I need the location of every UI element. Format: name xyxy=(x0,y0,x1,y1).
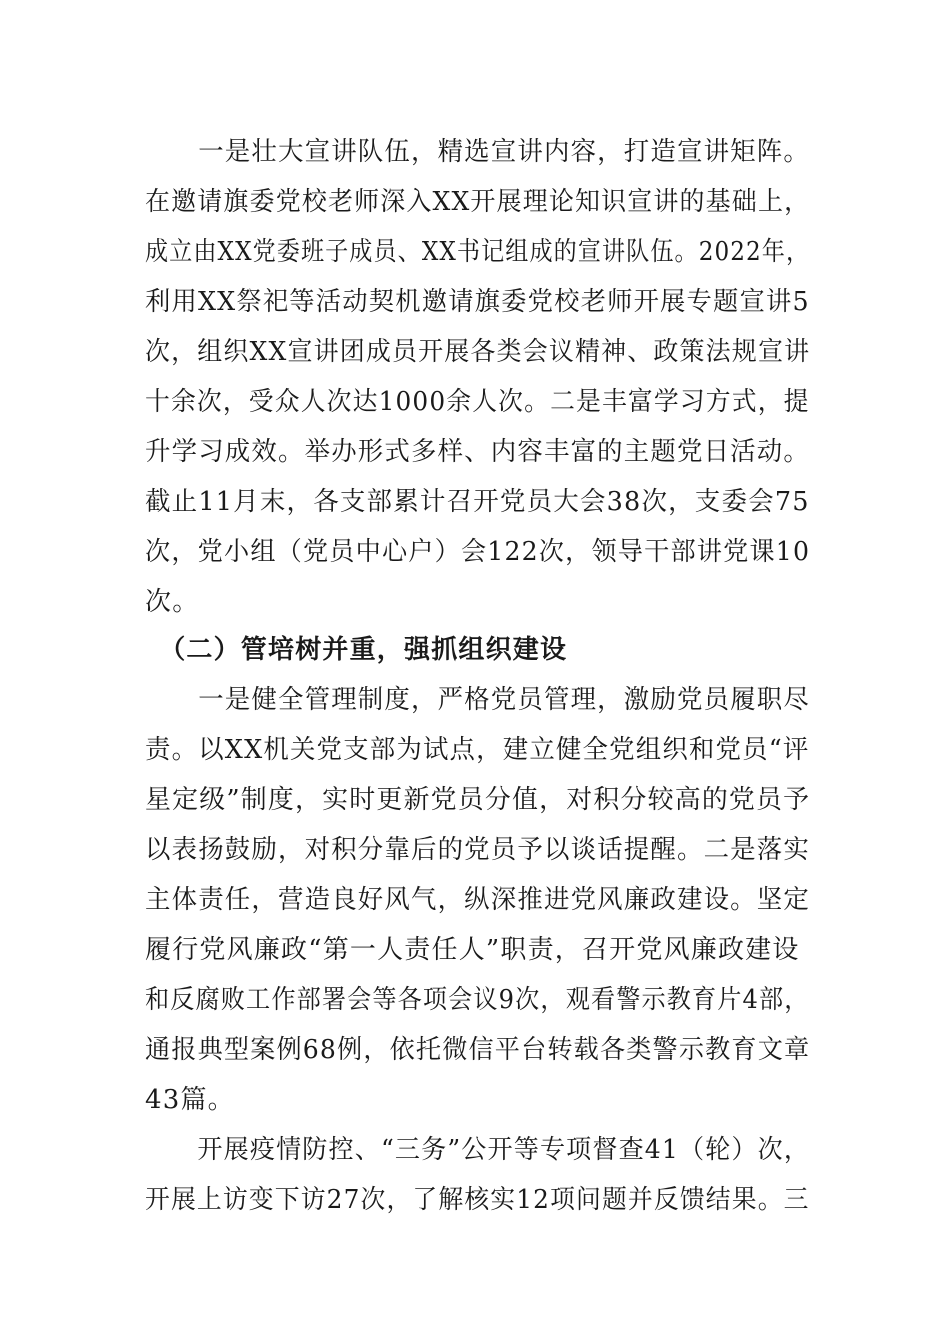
section-heading: （二）管培树并重，强抓组织建设 xyxy=(145,635,568,665)
paragraph-line: 一是壮大宣讲队伍，精选宣讲内容，打造宣讲矩阵。 xyxy=(145,137,810,167)
paragraph-line: 通报典型案例68例，依托微信平台转载各类警示教育文章 xyxy=(145,1035,811,1065)
paragraph-line: 和反腐败工作部署会等各项会议9次，观看警示教育片4部， xyxy=(145,985,810,1015)
paragraph-line: 以表扬鼓励，对积分靠后的党员予以谈话提醒。二是落实 xyxy=(145,835,810,865)
paragraph-line: 履行党风廉政“第一人责任人”职责，召开党风廉政建设 xyxy=(145,935,800,965)
paragraph-line: 一是健全管理制度，严格党员管理，激励党员履职尽 xyxy=(145,685,810,715)
paragraph-line: 星定级”制度，实时更新党员分值，对积分较高的党员予 xyxy=(145,785,811,815)
paragraph-line: 43篇。 xyxy=(145,1085,235,1115)
paragraph-line: 截止11月末，各支部累计召开党员大会38次，支委会75 xyxy=(145,487,810,517)
paragraph-line: 升学习成效。举办形式多样、内容丰富的主题党日活动。 xyxy=(145,437,810,467)
paragraph-line: 次，党小组（党员中心户）会122次，领导干部讲党课10 xyxy=(145,537,811,567)
paragraph-line: 成立由XX党委班子成员、XX书记组成的宣讲队伍。2022年， xyxy=(145,237,811,267)
paragraph-line: 十余次，受众人次达1000余人次。二是丰富学习方式，提 xyxy=(145,387,810,417)
paragraph-line: 次。 xyxy=(145,587,200,617)
paragraph-line: 开展疫情防控、“三务”公开等专项督查41（轮）次， xyxy=(145,1135,811,1165)
paragraph-line: 开展上访变下访27次，了解核实12项问题并反馈结果。三 xyxy=(145,1185,810,1215)
paragraph-line: 次，组织XX宣讲团成员开展各类会议精神、政策法规宣讲 xyxy=(145,337,811,367)
paragraph-line: 主体责任，营造良好风气，纵深推进党风廉政建设。坚定 xyxy=(145,885,810,915)
paragraph-line: 利用XX祭祀等活动契机邀请旗委党校老师开展专题宣讲5 xyxy=(145,287,810,317)
paragraph-line: 责。以XX机关党支部为试点，建立健全党组织和党员“评 xyxy=(145,735,810,765)
paragraph-line: 在邀请旗委党校老师深入XX开展理论知识宣讲的基础上， xyxy=(145,187,811,217)
